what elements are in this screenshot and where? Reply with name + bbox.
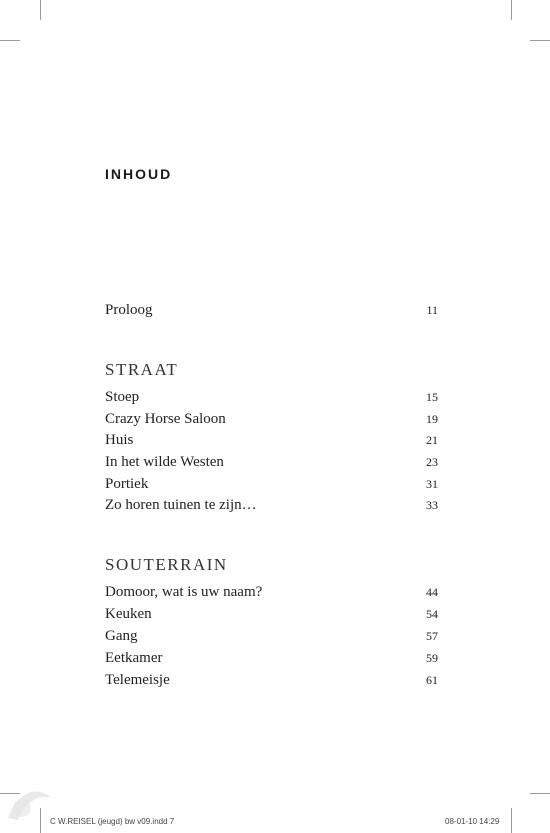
toc-entry-title: Eetkamer — [105, 650, 163, 666]
toc-entry-page: 59 — [426, 651, 438, 665]
toc-entry — [105, 454, 438, 476]
toc-entry-title: Zo horen tuinen te zijn… — [105, 497, 257, 513]
crop-mark-left-top — [0, 40, 20, 41]
toc-entry — [105, 672, 438, 694]
toc-entry-title: Proloog — [105, 302, 153, 318]
toc-entry-page: 33 — [426, 498, 438, 512]
toc-entry — [105, 584, 438, 606]
toc-entry — [105, 476, 438, 498]
toc-entry-title: Portiek — [105, 476, 149, 492]
toc-entry-title: Stoep — [105, 389, 140, 405]
slug-file-info: C W.REISEL (jeugd) bw v09.indd 7 — [50, 817, 175, 826]
toc-entry — [105, 432, 438, 454]
section-heading-straat: STRAAT — [105, 360, 179, 379]
toc-entry — [105, 606, 438, 628]
toc-entry-page: 15 — [426, 390, 438, 404]
toc-entry-title: Crazy Horse Saloon — [105, 411, 226, 427]
toc-entry-page: 61 — [426, 673, 438, 687]
toc-entry — [105, 389, 438, 411]
toc-entry-page: 31 — [426, 477, 438, 491]
toc-entry-title: In het wilde Westen — [105, 454, 224, 470]
toc-entry-title: Domoor, wat is uw naam? — [105, 584, 263, 600]
toc-entry — [105, 411, 438, 433]
toc-entry-title: Keuken — [105, 606, 152, 622]
toc-entry-page: 23 — [426, 455, 438, 469]
toc-entry-page: 19 — [426, 412, 438, 426]
toc-entry-page: 54 — [426, 607, 438, 621]
toc-entry — [105, 628, 438, 650]
toc-entry-page: 57 — [426, 629, 438, 643]
toc-entry-title: Huis — [105, 432, 134, 448]
toc-entry-title: Telemeisje — [105, 672, 170, 688]
toc-entry-page: 11 — [426, 303, 438, 317]
crop-mark-top-right — [511, 0, 512, 20]
toc-entry-page: 44 — [426, 585, 438, 599]
slug-date-info: 08-01-10 14:29 — [445, 817, 500, 826]
crop-mark-top-left — [40, 0, 41, 20]
crop-mark-right-top — [530, 40, 550, 41]
toc-entry — [105, 650, 438, 672]
toc-entry — [105, 497, 438, 519]
toc-entry-page: 21 — [426, 433, 438, 447]
section-heading-souterrain: SOUTERRAIN — [105, 555, 228, 574]
toc-entry-title: Gang — [105, 628, 138, 644]
toc-entry-prologue — [105, 302, 438, 324]
crop-mark-right-bottom — [530, 793, 550, 794]
crop-mark-bottom-right — [511, 808, 512, 833]
toc-heading: INHOUD — [105, 166, 173, 182]
